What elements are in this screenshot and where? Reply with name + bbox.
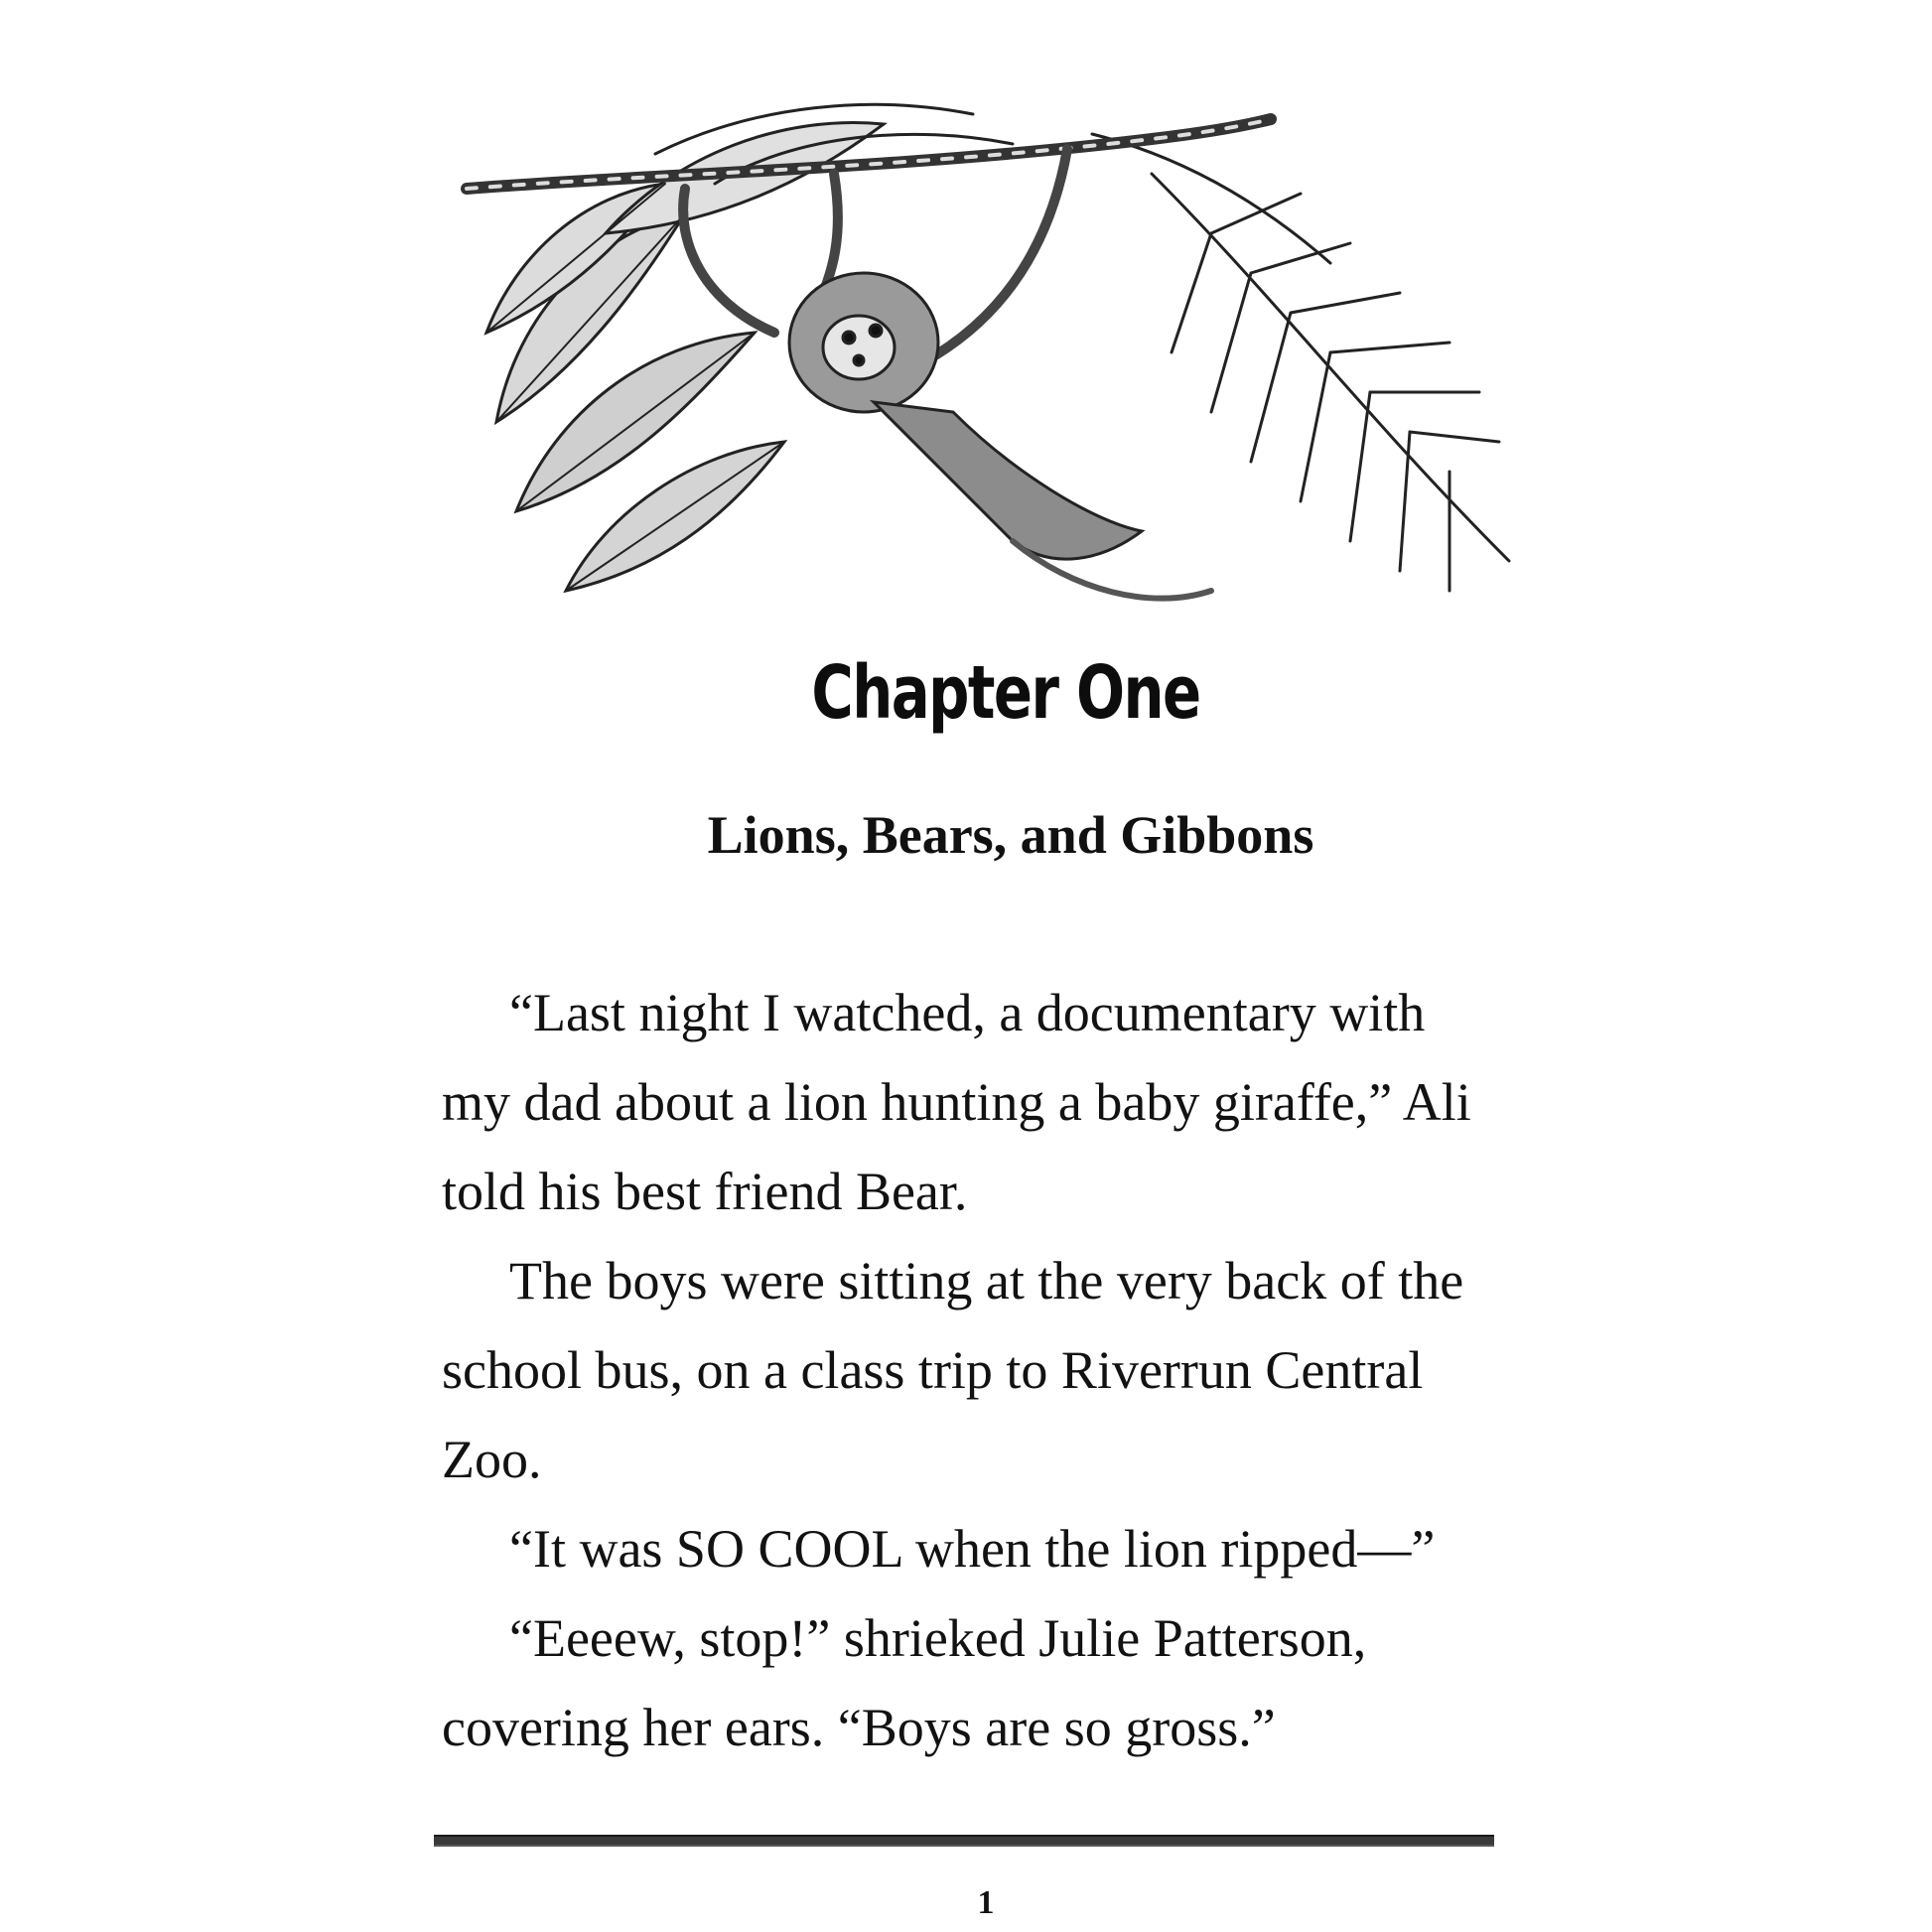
chapter-title: Chapter One (811, 650, 1200, 736)
page-number: 1 (977, 1884, 995, 1921)
paragraph: The boys were sitting at the very back of the school bus, on a class trip to Riverrun Central Zoo. (442, 1251, 1464, 1489)
gibbon-hanging-from-rope-icon (457, 94, 1529, 650)
paragraph: “It was SO COOL when the lion ripped—” (509, 1519, 1436, 1579)
chapter-subtitle: Lions, Bears, and Gibbons (707, 805, 1314, 865)
paragraph: “Last night I watched, a documentary with my dad about a lion hunting a baby giraffe,” Ali told his best friend Bear. (442, 983, 1471, 1221)
chapter-body (442, 968, 1504, 1772)
footer-divider (434, 1835, 1494, 1847)
paragraph: “Eeeew, stop!” shrieked Julie Patterson, covering her ears. “Boys are so gross.” (442, 1608, 1367, 1757)
